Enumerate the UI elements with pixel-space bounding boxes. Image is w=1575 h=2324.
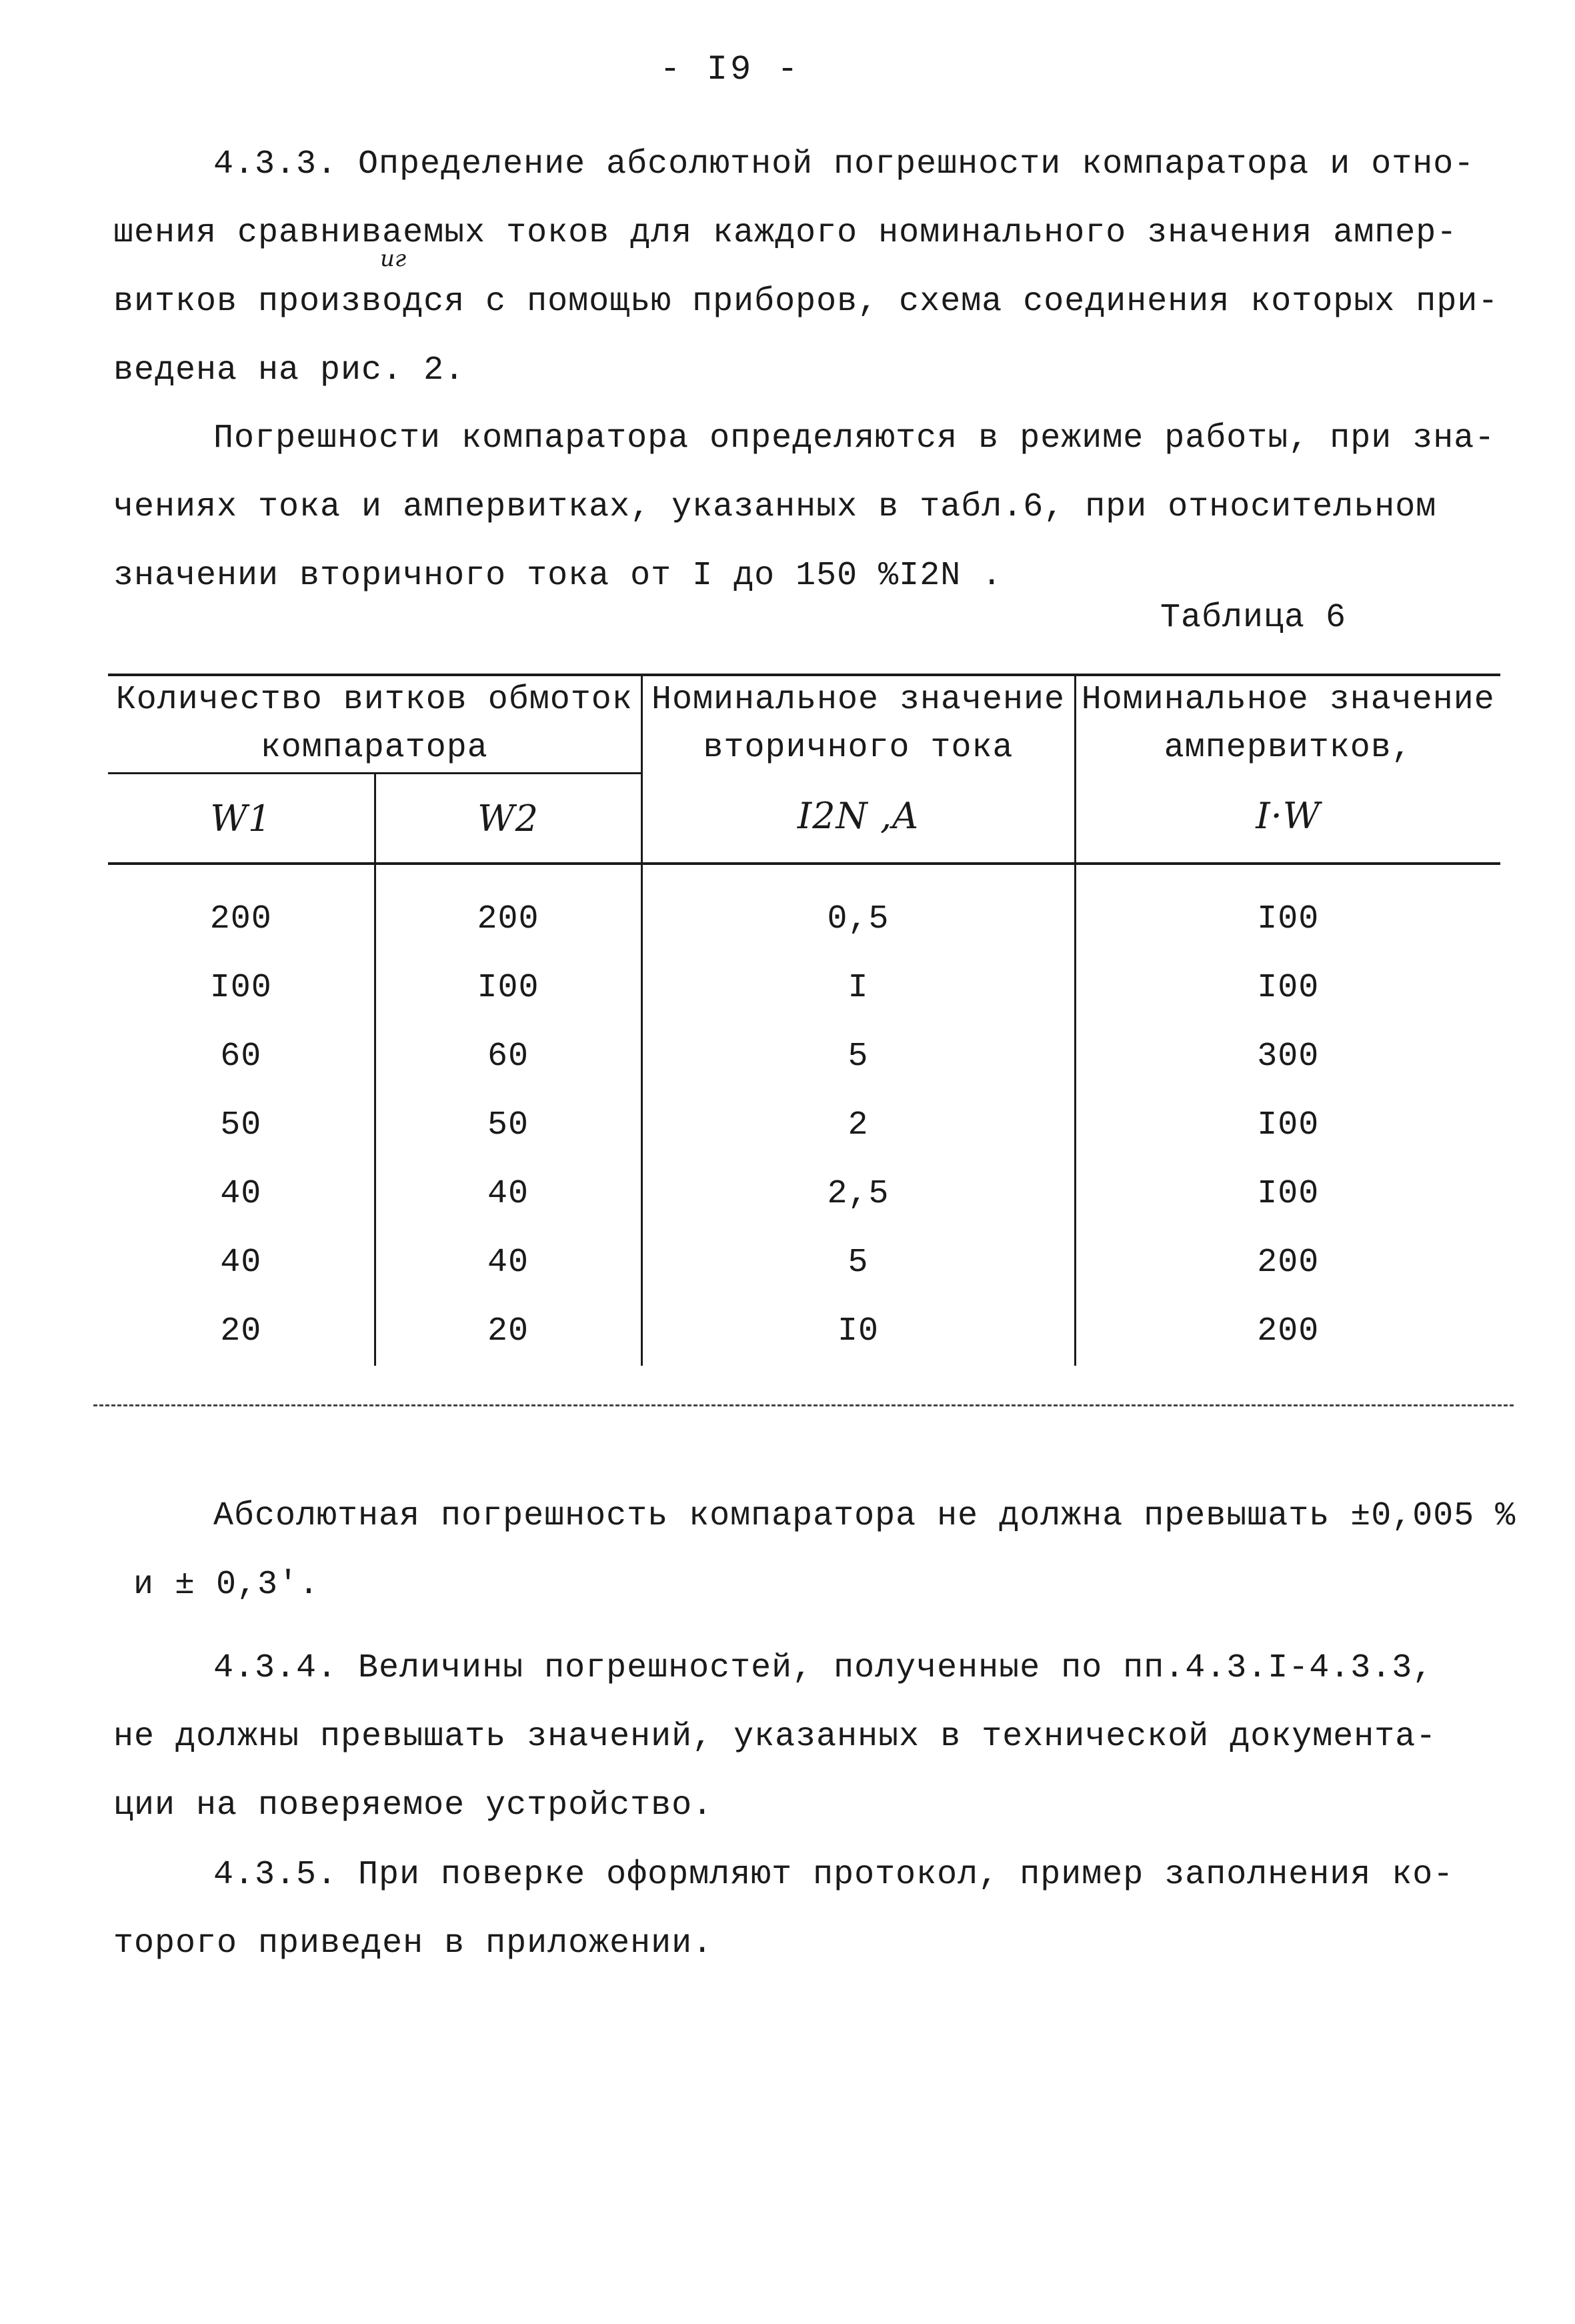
header-ampturns-line2: ампервитков, xyxy=(1164,729,1412,767)
cell-iw: 200 xyxy=(1257,1244,1320,1282)
cell-w2: 40 xyxy=(375,1228,641,1297)
cell-iw: I00 xyxy=(1257,1106,1320,1144)
section-4-3-3-line: 4.3.3. Определение абсолютной погрешности компаратора и отно- xyxy=(213,145,1475,183)
header-turns-line2: компаратора xyxy=(260,729,488,767)
header-i2n: I2N ,A xyxy=(797,795,920,837)
section-4-3-5 xyxy=(113,1841,1487,1978)
cell-i2n: 2,5 xyxy=(641,1160,1075,1228)
absolute-error-line2: и ± 0,3′. xyxy=(133,1566,320,1604)
table-row xyxy=(108,954,1500,1022)
section-4-3-5-line: торого приведен в приложении. xyxy=(113,1925,713,1963)
header-current-line1: Номинальное значение xyxy=(651,681,1066,719)
table-row xyxy=(108,865,1500,954)
cell-iw: 200 xyxy=(1257,1312,1320,1350)
cell-w2: 50 xyxy=(375,1091,641,1160)
section-4-3-3 xyxy=(113,130,1499,405)
header-w1: W1 xyxy=(108,774,375,864)
header-ampturns-line1: Номинальное значение xyxy=(1081,681,1495,719)
errors-paragraph-line: значении вторичного тока от I до 150 %I2N . xyxy=(113,557,1003,595)
header-w2: W2 xyxy=(375,774,641,864)
cell-i2n: 5 xyxy=(641,1228,1075,1297)
section-4-3-5-line: 4.3.5. При поверке оформляют протокол, пример заполнения ко- xyxy=(213,1856,1454,1894)
absolute-error-line1: Абсолютная погрешность компаратора не должна превышать ±0,005 % xyxy=(213,1497,1516,1535)
cell-w1: 50 xyxy=(108,1091,375,1160)
table-row xyxy=(108,1297,1500,1366)
cell-w1: I00 xyxy=(108,954,375,1022)
table-row xyxy=(108,1228,1500,1297)
cell-i2n: I xyxy=(641,954,1075,1022)
section-4-3-3-line: шения сравниваемых токов для каждого номинального значения ампер- xyxy=(113,214,1458,252)
cell-w2: 60 xyxy=(375,1022,641,1091)
cell-w1: 200 xyxy=(108,865,375,954)
absolute-error-paragraph xyxy=(113,1482,1516,1619)
section-4-3-4-line: не должны превышать значений, указанных в технической документа- xyxy=(113,1718,1437,1756)
header-current xyxy=(641,676,1075,864)
table-end-rule xyxy=(93,1404,1514,1406)
header-current-line2: вторичного тока xyxy=(703,729,1014,767)
section-4-3-4-line: ции на поверяемое устройство. xyxy=(113,1787,713,1825)
cell-w2: 40 xyxy=(375,1160,641,1228)
table-caption: Таблица 6 xyxy=(1160,599,1347,637)
table-6 xyxy=(108,674,1500,1366)
errors-paragraph xyxy=(113,404,1496,610)
section-4-3-3-line: витков производся с помощью приборов, схема соединения которых при- xyxy=(113,283,1499,321)
header-ampturns xyxy=(1075,676,1500,864)
cell-iw: I00 xyxy=(1257,1175,1320,1213)
cell-iw: I00 xyxy=(1257,900,1320,938)
handwritten-correction: иг xyxy=(380,245,407,272)
table-row xyxy=(108,1022,1500,1091)
header-turns xyxy=(108,676,641,774)
cell-w1: 20 xyxy=(108,1297,375,1366)
cell-w1: 40 xyxy=(108,1160,375,1228)
cell-iw: I00 xyxy=(1257,969,1320,1007)
cell-w2: 200 xyxy=(375,865,641,954)
header-iw: I·W xyxy=(1256,795,1321,837)
errors-paragraph-line: чениях тока и ампервитках, указанных в табл.6, при относительном xyxy=(113,488,1437,526)
table-row xyxy=(108,1160,1500,1228)
errors-paragraph-line: Погрешности компаратора определяются в режиме работы, при зна- xyxy=(213,419,1496,457)
cell-w2: I00 xyxy=(375,954,641,1022)
cell-i2n: 5 xyxy=(641,1022,1075,1091)
page-number: - I9 - xyxy=(659,50,801,89)
cell-i2n: 2 xyxy=(641,1091,1075,1160)
table-row xyxy=(108,1091,1500,1160)
cell-i2n: I0 xyxy=(641,1297,1075,1366)
section-4-3-4 xyxy=(113,1634,1487,1840)
section-4-3-4-line: 4.3.4. Величины погрешностей, полученные по пп.4.3.I-4.3.3, xyxy=(213,1649,1434,1687)
cell-i2n: 0,5 xyxy=(641,865,1075,954)
cell-w1: 60 xyxy=(108,1022,375,1091)
header-turns-line1: Количество витков обмоток xyxy=(115,681,633,719)
section-4-3-3-line: ведена на рис. 2. xyxy=(113,351,465,389)
cell-w2: 20 xyxy=(375,1297,641,1366)
cell-w1: 40 xyxy=(108,1228,375,1297)
cell-iw: 300 xyxy=(1257,1038,1320,1076)
